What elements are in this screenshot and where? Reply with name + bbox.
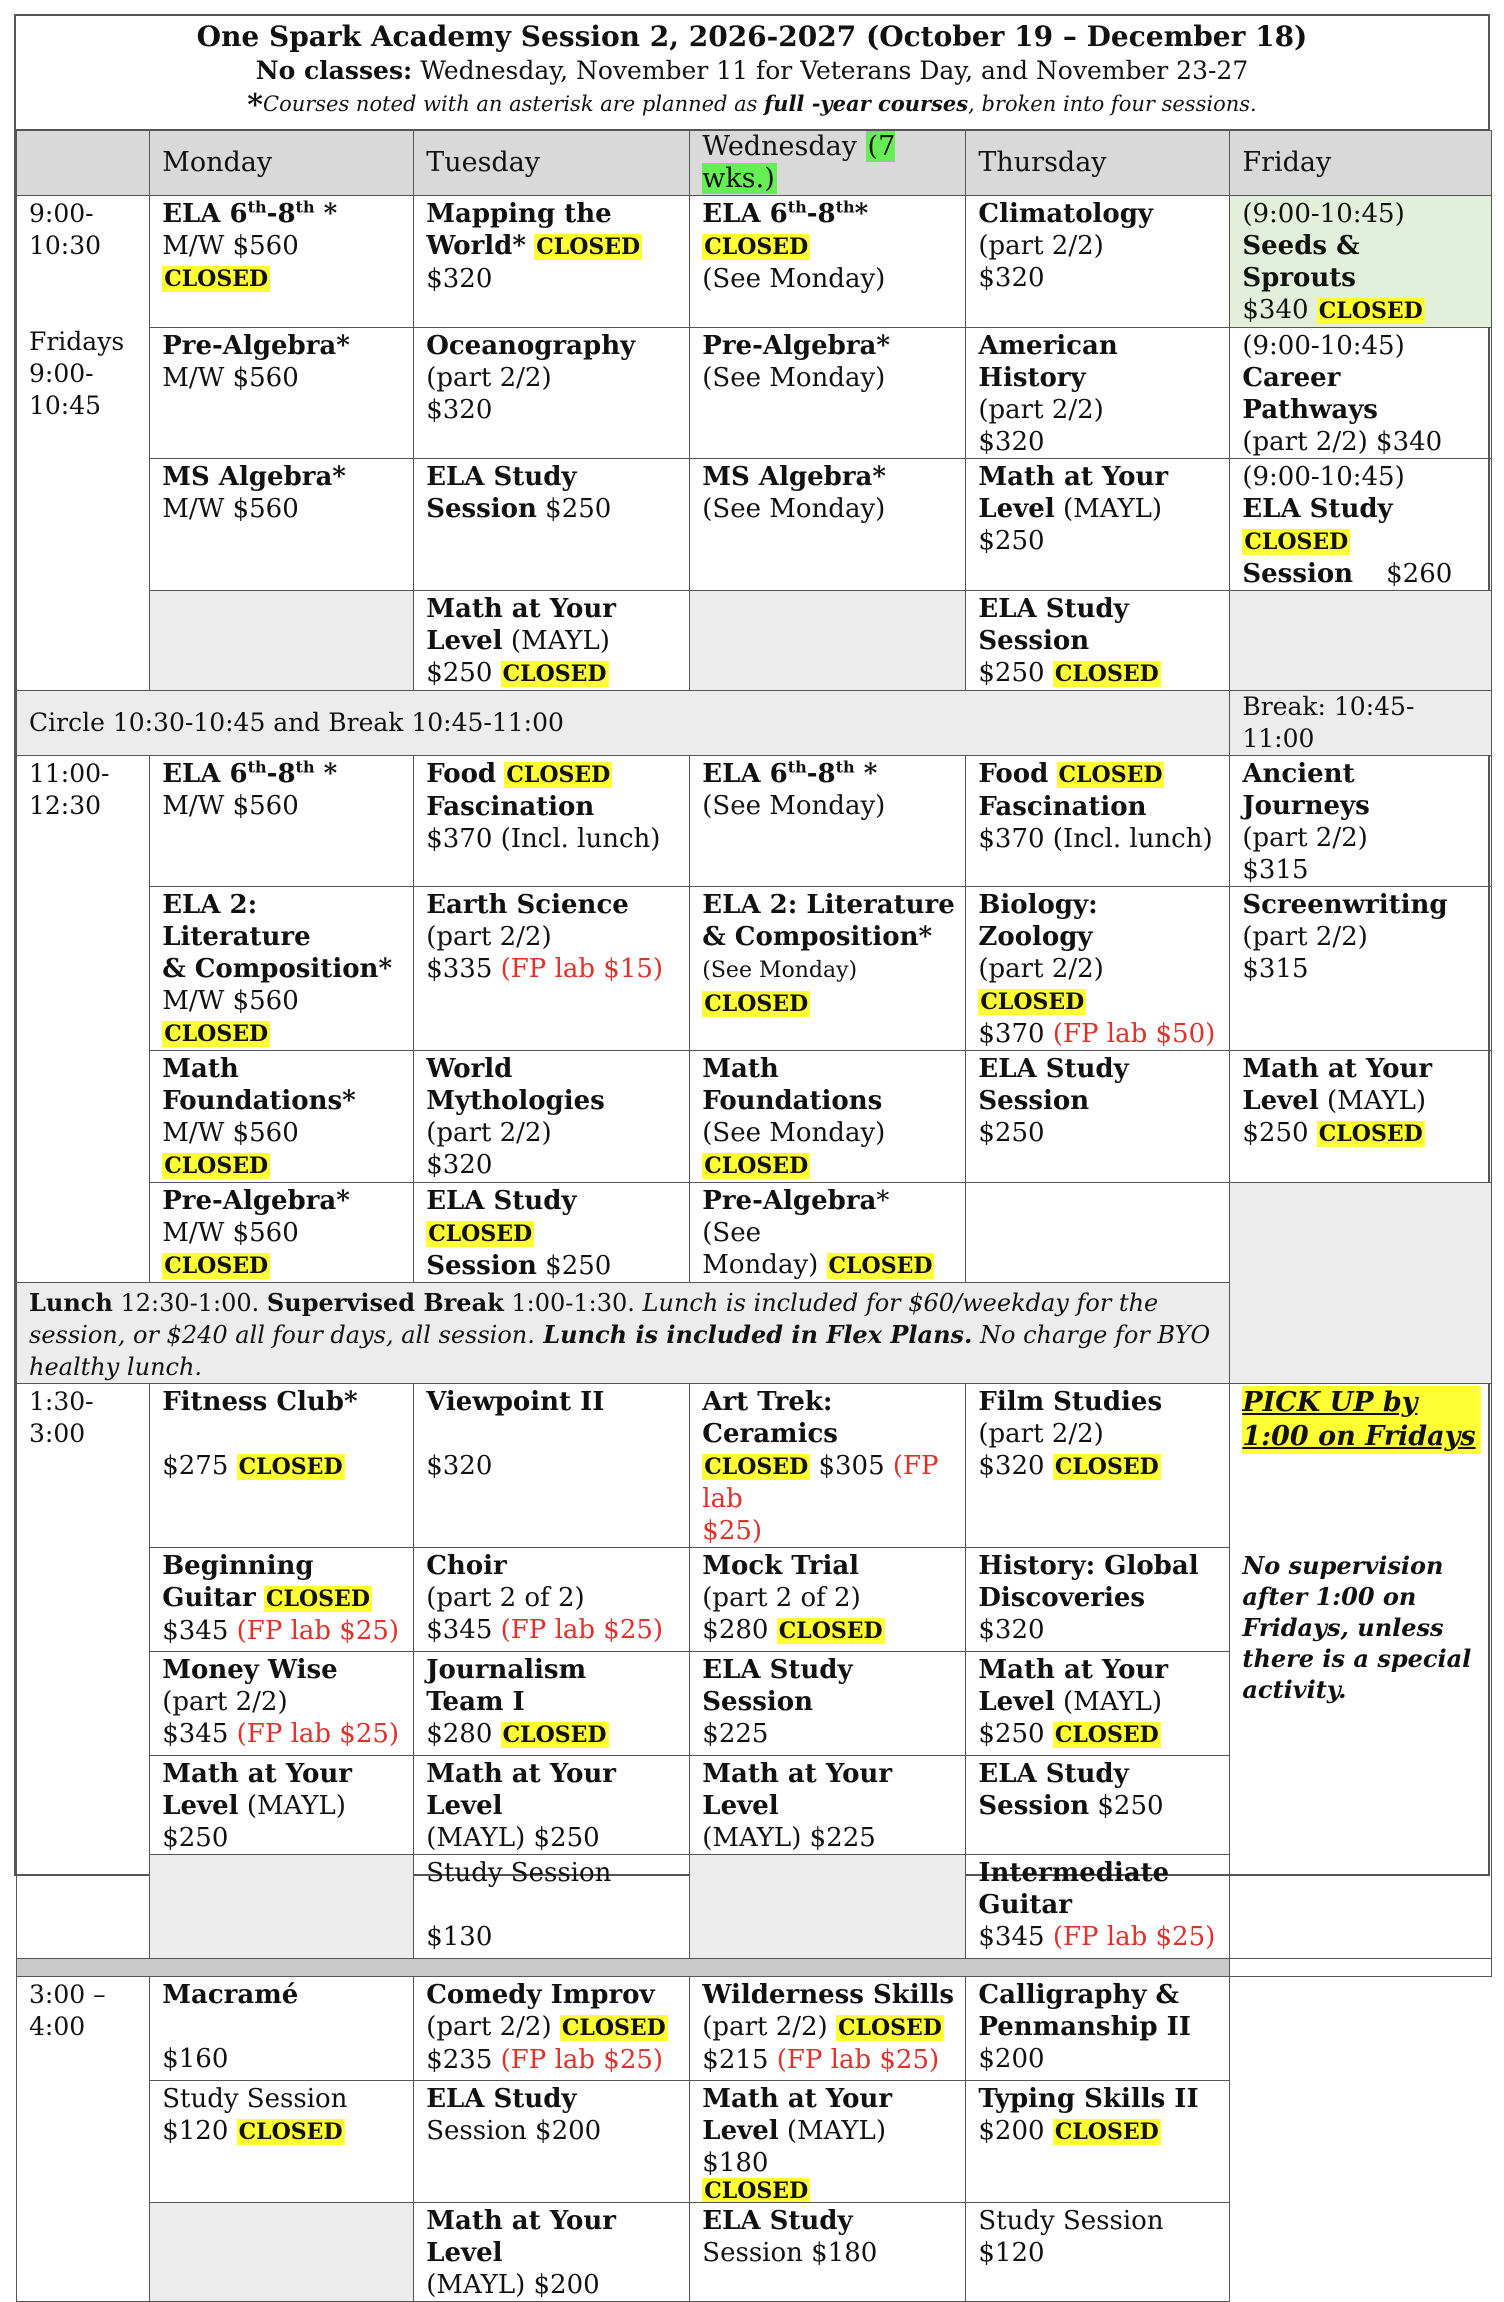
class-cell: Study Session $130	[414, 1855, 690, 1959]
day-wednesday: Wednesday (7 wks.)	[690, 131, 966, 196]
class-cell: Pre-Algebra* M/W $560	[150, 328, 414, 459]
closed-badge: CLOSED	[506, 762, 611, 788]
class-cell: Comedy Improv (part 2/2) CLOSED $235 (FP lab $25)	[414, 1977, 690, 2081]
closed-badge: CLOSED	[502, 1722, 607, 1748]
lab-fee: (FP lab	[702, 1451, 939, 1514]
class-cell: Art Trek: Ceramics CLOSED $305 (FP lab $25)	[690, 1384, 966, 1548]
closed-badge: CLOSED	[164, 266, 269, 292]
class-cell: Ancient Journeys (part 2/2) $315	[1230, 756, 1492, 887]
class-cell: Journalism Team I $280 CLOSED	[414, 1652, 690, 1756]
class-cell: Calligraphy & Penmanship II $200	[966, 1977, 1230, 2081]
class-cell: Viewpoint II $320	[414, 1384, 690, 1548]
class-cell: ELA 6th-8th * M/W $560 CLOSED	[150, 196, 414, 328]
circle-break-row: Circle 10:30-10:45 and Break 10:45-11:00 Break: 10:45-11:00	[17, 691, 1492, 756]
document-header	[16, 16, 1488, 130]
closed-badge: CLOSED	[704, 991, 809, 1017]
closed-badge: CLOSED	[1054, 1454, 1159, 1480]
closed-badge: CLOSED	[502, 661, 607, 687]
class-cell: Screenwriting (part 2/2) $315	[1230, 887, 1492, 1051]
class-cell: Food CLOSED Fascination $370 (Incl. lunch)	[414, 756, 690, 887]
lab-fee: (FP lab $15)	[500, 954, 664, 984]
class-cell: Math at Your Level (MAYL) $250 CLOSED	[1230, 1051, 1492, 1183]
no-classes-line: No classes: Wednesday, November 11 for Veterans Day, and November 23-27	[255, 56, 1249, 85]
lab-fee: (FP lab $25)	[500, 2045, 664, 2075]
class-cell: Math at Your Level (MAYL) $250	[966, 459, 1230, 591]
closed-badge: CLOSED	[164, 1153, 269, 1179]
closed-badge: CLOSED	[704, 1153, 809, 1179]
closed-badge: CLOSED	[837, 2015, 942, 2041]
class-cell: Pre-Algebra* (See Monday)	[690, 328, 966, 459]
time-slot-late-morning: 11:00- 12:30	[17, 756, 150, 1283]
closed-badge: CLOSED	[778, 1618, 883, 1644]
class-cell: Choir (part 2 of 2) $345 (FP lab $25)	[414, 1548, 690, 1652]
class-cell: Study Session $120	[966, 2203, 1230, 2302]
closed-badge: CLOSED	[1318, 298, 1423, 324]
day-friday: Friday	[1230, 131, 1492, 196]
closed-badge: CLOSED	[164, 1021, 269, 1047]
class-cell: Oceanography (part 2/2) $320	[414, 328, 690, 459]
lunch-row: Lunch 12:30-1:00. Supervised Break 1:00-1:30. Lunch is included for $60/weekday for the session, or $240 all four days, all session. Lunch is included in Flex Plans. No charge for BYO healthy lunch.	[17, 1283, 1492, 1384]
class-cell: Math at Your Level (MAYL) $250 CLOSED	[414, 591, 690, 691]
pickup-notice: PICK UP by 1:00 on Fridays	[1242, 1386, 1481, 1454]
class-cell: Mock Trial (part 2 of 2) $280 CLOSED	[690, 1548, 966, 1652]
schedule-document	[14, 14, 1490, 2300]
closed-badge: CLOSED	[1054, 1722, 1159, 1748]
lab-fee: (FP lab $25)	[500, 1615, 664, 1645]
class-cell: ELA 2: Literature & Composition* M/W $560 CLOSED	[150, 887, 414, 1051]
class-cell: ELA 2: Literature & Composition* (See Monday) CLOSED	[690, 887, 966, 1051]
closed-badge: CLOSED	[266, 1586, 370, 1612]
class-cell: Fitness Club* $275 CLOSED	[150, 1384, 414, 1548]
class-cell: Climatology (part 2/2) $320	[966, 196, 1230, 328]
class-cell: Macramé $160	[150, 1977, 414, 2081]
class-cell: ELA Study Session $250 CLOSED	[966, 591, 1230, 691]
class-cell: Study Session $120 CLOSED	[150, 2081, 414, 2203]
class-cell: ELA Study Session $250	[414, 459, 690, 591]
class-cell: Typing Skills II $200 CLOSED	[966, 2081, 1230, 2203]
class-cell: ELA 6th-8th * (See Monday)	[690, 756, 966, 887]
day-header-row	[17, 131, 1492, 196]
lab-fee: (FP lab $25)	[776, 2045, 940, 2075]
class-cell: ELA Study Session $225	[690, 1652, 966, 1756]
closed-badge: CLOSED	[1244, 529, 1349, 555]
class-cell: ELA Study Session $250	[966, 1756, 1230, 1855]
day-monday: Monday	[150, 131, 414, 196]
closed-badge: CLOSED	[428, 1221, 533, 1247]
closed-badge: CLOSED	[536, 234, 641, 260]
closed-badge: CLOSED	[980, 989, 1085, 1015]
closed-badge: CLOSED	[1058, 762, 1163, 788]
time-slot-morning: 9:00- 10:30 Fridays 9:00- 10:45	[17, 196, 150, 691]
class-cell: Film Studies (part 2/2) $320 CLOSED	[966, 1384, 1230, 1548]
lab-fee: (FP lab $25)	[1052, 1922, 1216, 1952]
time-slot-late-afternoon: 3:00 – 4:00	[17, 1977, 150, 2302]
lab-fee: (FP lab $50)	[1052, 1019, 1216, 1049]
seven-weeks-badge: (7 wks.)	[702, 131, 896, 194]
closed-badge: CLOSED	[704, 1454, 809, 1480]
class-cell: World Mythologies (part 2/2) $320	[414, 1051, 690, 1183]
class-cell: Math Foundations* M/W $560 CLOSED	[150, 1051, 414, 1183]
closed-badge: CLOSED	[704, 2178, 809, 2203]
class-cell: Biology: Zoology (part 2/2) CLOSED $370 (FP lab $50)	[966, 887, 1230, 1051]
class-cell: ELA Study CLOSED Session $250	[414, 1183, 690, 1283]
schedule-table	[16, 130, 1492, 2302]
day-thursday: Thursday	[966, 131, 1230, 196]
class-cell: ELA Study Session $180	[690, 2203, 966, 2302]
day-tuesday: Tuesday	[414, 131, 690, 196]
separator-row	[17, 1959, 1492, 1977]
closed-badge: CLOSED	[164, 1253, 269, 1279]
friday-pickup-cell	[1230, 1384, 1492, 1959]
class-cell: ELA 6th-8th* CLOSED (See Monday)	[690, 196, 966, 328]
class-cell: (9:00-10:45) Career Pathways (part 2/2) $340	[1230, 328, 1492, 459]
class-cell: ELA Study Session $200	[414, 2081, 690, 2203]
class-cell: (9:00-10:45) ELA Study CLOSED Session $260	[1230, 459, 1492, 591]
class-cell: MS Algebra* (See Monday)	[690, 459, 966, 591]
closed-badge: CLOSED	[828, 1253, 933, 1279]
closed-badge: CLOSED	[238, 1454, 343, 1480]
time-slot-afternoon: 1:30- 3:00	[17, 1384, 150, 1959]
closed-badge: CLOSED	[561, 2015, 666, 2041]
class-cell: Food CLOSED Fascination $370 (Incl. lunch)	[966, 756, 1230, 887]
class-cell: ELA Study Session $250	[966, 1051, 1230, 1183]
class-cell: Math at Your Level (MAYL) $200	[414, 2203, 690, 2302]
closed-badge: CLOSED	[1318, 1121, 1423, 1147]
full-year-note: *Courses noted with an asterisk are planned as full -year courses, broken into four sessions.	[247, 88, 1257, 123]
class-cell: ELA 6th-8th * M/W $560	[150, 756, 414, 887]
closed-badge: CLOSED	[1054, 2119, 1159, 2145]
class-cell: History: Global Discoveries $320	[966, 1548, 1230, 1652]
class-cell: Math at Your Level (MAYL) $250	[150, 1756, 414, 1855]
class-cell: Beginning Guitar CLOSED $345 (FP lab $25)	[150, 1548, 414, 1652]
class-cell: Math Foundations (See Monday) CLOSED	[690, 1051, 966, 1183]
class-cell: (9:00-10:45) Seeds & Sprouts $340 CLOSED	[1230, 196, 1492, 328]
class-cell: Math at Your Level (MAYL) $250	[414, 1756, 690, 1855]
class-cell: Intermediate Guitar $345 (FP lab $25)	[966, 1855, 1230, 1959]
lab-fee: (FP lab $25)	[236, 1616, 400, 1646]
class-cell: Math at Your Level (MAYL) $225	[690, 1756, 966, 1855]
class-cell: Math at Your Level (MAYL) $180 CLOSED	[690, 2081, 966, 2203]
closed-badge: CLOSED	[238, 2119, 343, 2145]
closed-badge: CLOSED	[1054, 661, 1159, 687]
class-cell: Pre-Algebra* (See Monday) CLOSED	[690, 1183, 966, 1283]
class-cell: Mapping the World* CLOSED $320	[414, 196, 690, 328]
class-cell: MS Algebra* M/W $560	[150, 459, 414, 591]
class-cell: American History (part 2/2) $320	[966, 328, 1230, 459]
class-cell: Math at Your Level (MAYL) $250 CLOSED	[966, 1652, 1230, 1756]
lab-fee: (FP lab $25)	[236, 1719, 400, 1749]
class-cell: Wilderness Skills (part 2/2) CLOSED $215 (FP lab $25)	[690, 1977, 966, 2081]
no-supervision-note: No supervision after 1:00 on Fridays, unless there is a special activity.	[1242, 1551, 1472, 1704]
class-cell: Money Wise (part 2/2) $345 (FP lab $25)	[150, 1652, 414, 1756]
class-cell: Earth Science (part 2/2) $335 (FP lab $15)	[414, 887, 690, 1051]
class-cell: Pre-Algebra* M/W $560 CLOSED	[150, 1183, 414, 1283]
closed-badge: CLOSED	[704, 234, 809, 260]
document-title: One Spark Academy Session 2, 2026-2027 (October 19 – December 18)	[196, 20, 1308, 53]
